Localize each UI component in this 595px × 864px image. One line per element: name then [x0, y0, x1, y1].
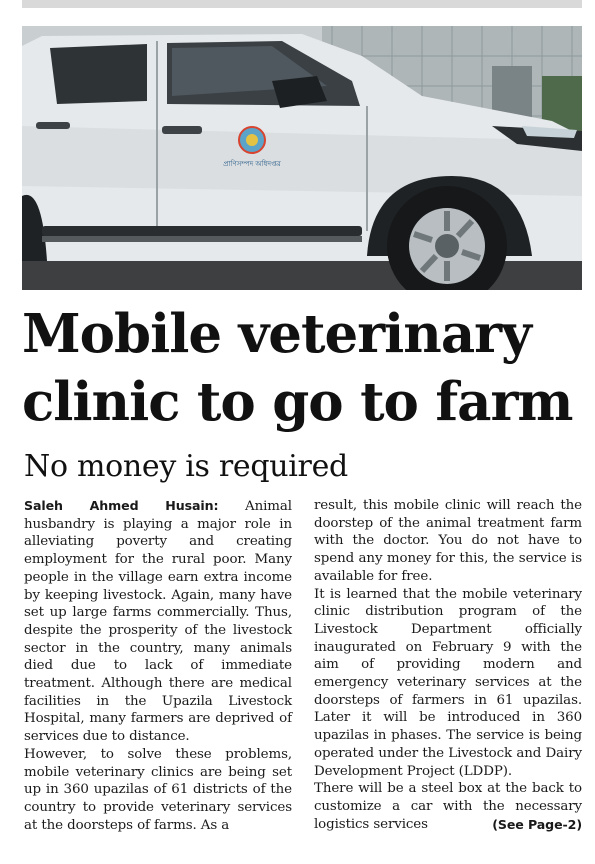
pickup-truck-illustration [22, 26, 582, 290]
continuation-link[interactable]: (See Page-2) [492, 816, 582, 832]
article-column-right [314, 497, 582, 833]
paragraph-text: Animal husbandry is playing a major role in alleviating poverty and creating employment for the rural poor. Many people in the village earn extra income by keeping livestock. Again, many have set up large farms commercially. Thus, despite the prosperity of the livestock sector in the country, many animals died due to lack of immediate treatment. Although there are medical facilities in the Upazila Livestock Hospital, many farmers are deprived of services due to distance. [24, 499, 292, 745]
top-rule [22, 0, 582, 8]
vehicle-photo [22, 26, 582, 290]
paragraph: It is learned that the mobile veterinary clinic distribution program of the Livestock Department officially inaugurated on February 9 with the aim of providing modern and emergency veterinary services at the doorsteps of farmers in 61 upazilas. Later it will be introduced in 360 upazilas in phases. The service is being operated under the Livestock and Dairy Development Project (LDDP). [314, 586, 582, 779]
headline-line-2: clinic to go to farm [22, 371, 573, 433]
emblem-text: প্রাণিসম্পদ অধিদপ্তর [223, 160, 281, 168]
paragraph: result, this mobile clinic will reach the doorstep of the animal treatment farm with the doctor. You do not have to spend any money for this, the service is available for free. [314, 498, 582, 584]
byline: Saleh Ahmed Husain: [24, 498, 219, 513]
headline-line-1: Mobile veterinary [22, 303, 531, 365]
paragraph [24, 497, 292, 746]
article-column-left [24, 497, 292, 834]
headline [22, 300, 592, 436]
paragraph [314, 780, 582, 833]
paragraph-text: There will be a steel box at the back to customize a car with the necessary logistics services [314, 781, 582, 832]
subheadline: No money is required [24, 449, 348, 484]
paragraph: However, to solve these problems, mobile veterinary clinics are being set up in 360 upazilas of 61 districts of the country to provide veterinary services at the doorsteps of farms. As a [24, 746, 292, 833]
